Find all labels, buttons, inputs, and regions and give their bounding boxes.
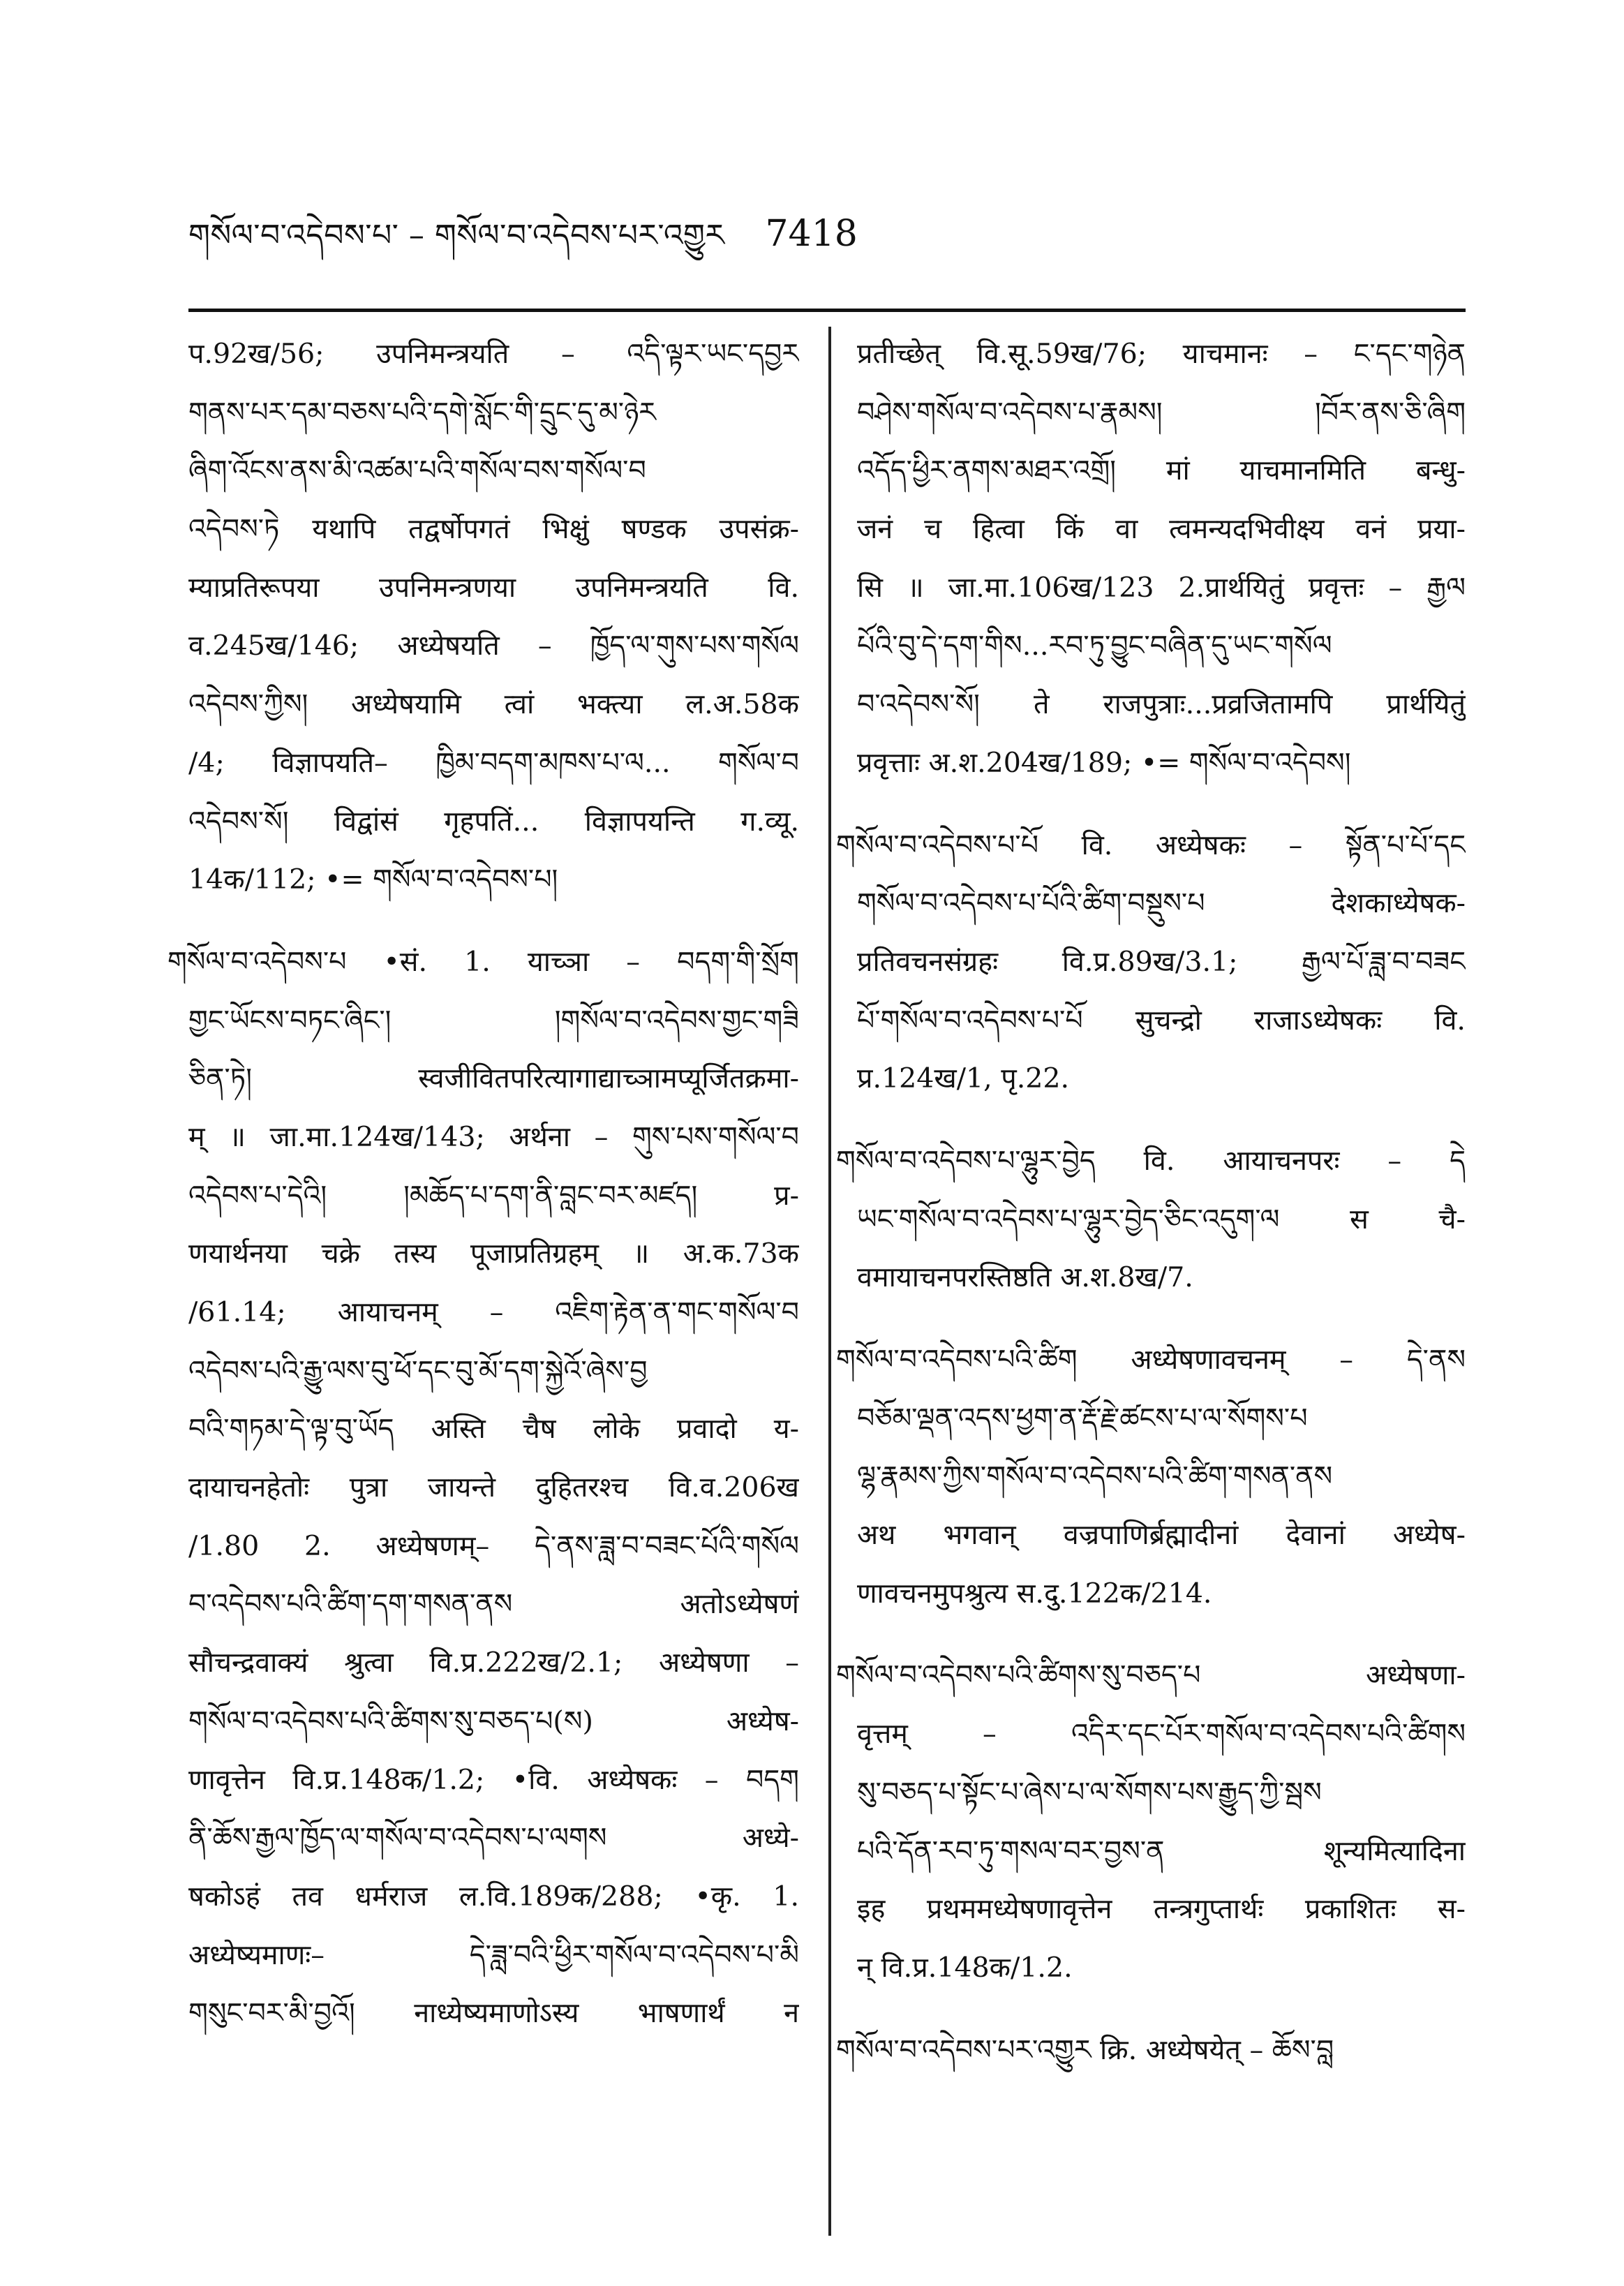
text-line: བ་འདེབས་པའི་ཚིག་དག་གསན་ནས अतोऽध्येषणं [188,1588,799,1621]
text-line: /4; विज्ञापयति– ཁྱིམ་བདག་མཁས་པ་ལ... གསོལ་བ [188,746,799,779]
text-line: वृत्तम् – འདིར་དང་པོར་གསོལ་བ་འདེབས་པའི་ཚིགས [857,1718,1466,1751]
header-rule [188,309,1466,312]
text-line: ཡང་གསོལ་བ་འདེབས་པ་ལྷུར་བྱེད་ཅིང་འདུག་ལ स चै- [857,1203,1466,1235]
text-line: वमायाचनपरस्तिष्ठति अ.श.8ख/7. [857,1261,1193,1294]
text-line: འདེབས་ཀྱིས། अध्येषयामि त्वां भक्त्या ल.अ.58क [188,688,799,721]
text-line: ཞིག་འོངས་ནས་མི་འཚམ་པའི་གསོལ་བས་གསོལ་བ [188,454,646,487]
text-line: པའི་དོན་རབ་ཏུ་གསལ་བར་བྱས་ན शून्यमित्यादिना [857,1834,1466,1867]
text-line: अध्येष्यमाणः– དེ་ཟླ་བའི་ཕྱིར་གསོལ་བ་འདེབས་པ་མི [188,1938,799,1971]
text-line: བཅོམ་ལྡན་འདས་ཕྱག་ན་རྡོ་རྗེ་ཚངས་པ་ལ་སོགས་པ [857,1402,1308,1434]
running-head-title: གསོལ་བ་འདེབས་པ་ – གསོལ་བ་འདེབས་པར་འགྱུར [188,218,725,253]
text-line: གནས་པར་དམ་བཅས་པའི་དགེ་སློང་གི་དྲུང་དུ་མ་ཉེར [188,396,656,429]
text-line: न् वि.प्र.148क/1.2. [857,1951,1073,1984]
text-line: 14क/112; •= གསོལ་བ་འདེབས་པ། [188,863,558,896]
entry-headword-line: གསོལ་བ་འདེབས་པ་ལྷུར་བྱེད वि. आयाचनपरः – དེ [836,1144,1466,1177]
text-line: འདོད་ཕྱིར་ནགས་མཐར་འགྲོ། मां याचमानमिति बन्धु- [857,454,1466,487]
text-line: णावृत्तेन वि.प्र.148क/1.2; •वि. अध्येषकः – བདག [188,1763,799,1796]
text-line: འདེབས་སོ། विद्वांसं गृहपतिं... विज्ञापयन्ति ग.व्यू. [188,805,799,838]
text-line: སུ་བཅད་པ་སྟོང་པ་ཞེས་པ་ལ་སོགས་པས་རྒྱུད་ཀྱི་སྦས [857,1776,1322,1809]
text-line: व.245ख/146; अध्येषयति – ཁྱོད་ལ་གུས་པས་གསོལ [188,630,799,662]
text-line: གྱང་ཡོངས་བཏང་ཞིང་། །གསོལ་བ་འདེབས་གྱང་གཟི [188,1004,799,1037]
text-line: /61.14; आयाचनम् – འཇིག་རྟེན་ན་གང་གསོལ་བ [188,1296,799,1328]
text-line: གསོལ་བ་འདེབས་པ་པོའི་ཚིག་བསྡུས་པ देशकाध्येषक- [857,887,1466,920]
text-line: प्रतीच्छेत् वि.सू.59ख/76; याचमानः – ང་དང་གཉེན [857,338,1466,370]
left-column [167,325,799,2043]
text-line: सि ॥ जा.मा.106ख/123 2.प्रार्थयितुं प्रवृत्तः – རྒྱལ [857,571,1466,604]
text-line: འདེབས་ཏེ यथापि तद्वर्षोपगतं भिक्षुं षण्डक उपसंक्र- [188,513,799,546]
text-line: षकोऽहं तव धर्मराज ल.वि.189क/288; •कृ. 1. [188,1880,799,1913]
text-line: གསོལ་བ་འདེབས་པའི་ཚིགས་སུ་བཅད་པ(ས) अध्येष- [188,1705,799,1737]
page-number: 7418 [765,213,858,255]
text-line: सौचन्द्रवाक्यं श्रुत्वा वि.प्र.222ख/2.1; अध्येषणा – [188,1647,799,1679]
text-line: म्याप्रतिरूपया उपनिमन्त्रणया उपनिमन्त्रयति वि. [188,571,799,604]
text-line: दायाचनहेतोः पुत्रा जायन्ते दुहितरश्च वि.व.206ख [188,1471,799,1504]
text-line: प्रतिवचनसंग्रहः वि.प्र.89ख/3.1; རྒྱལ་པོ་ཟླ་བ་བཟང [857,945,1466,978]
text-line: ལྷ་རྣམས་ཀྱིས་གསོལ་བ་འདེབས་པའི་ཚིག་གསན་ནས [857,1460,1333,1493]
text-line: अथ भगवान् वज्रपाणिर्ब्रह्मादीनां देवानां अध्येष- [857,1519,1466,1552]
text-line: འདེབས་པ་དེའི། །མཆོད་པ་དག་ནི་བླང་བར་མཛད། प्र- [188,1179,799,1212]
text-line: པོའི་བུ་དེ་དག་གིས...རབ་ཏུ་བྱུང་བཞིན་དུ་ཡང་གསོལ [857,630,1332,662]
entry-headword-line: གསོལ་བ་འདེབས་པར་འགྱུར क्रि. अध्येषयेत् – ཆོས་བླ [836,2033,1334,2066]
text-line: णावचनमुपश्रुत्य स.दु.122क/214. [857,1577,1212,1610]
text-line: प्र.124ख/1, पृ.22. [857,1062,1070,1095]
text-line: जनं च हित्वा किं वा त्वमन्यदभिवीक्ष्य वनं प्रया- [857,513,1466,546]
text-line: གསུང་བར་མི་བྱའོ། नाध्येष्यमाणोऽस्य भाषणार्थं न [188,1997,799,2030]
right-column [836,325,1466,2079]
text-line: ནི་ཆོས་རྒྱལ་ཁྱོད་ལ་གསོལ་བ་འདེབས་པ་ལགས अध्ये- [188,1822,799,1855]
entry-headword-line: གསོལ་བ་འདེབས་པའི་ཚིགས་སུ་བཅད་པ अध्येषणा- [836,1659,1466,1692]
text-line: प.92ख/56; उपनिमन्त्रयति – འདི་ལྟར་ཡང་དབྱར [188,338,799,370]
text-line: པོ་གསོལ་བ་འདེབས་པ་པོ सुचन्द्रो राजाऽध्येषकः वि. [857,1004,1466,1037]
text-line: ཅིན་ཏེ། स्वजीवितपरित्यागाद्याच्ञामप्यूर्जितक्रमा- [188,1062,799,1095]
text-line: इह प्रथममध्येषणावृत्तेन तन्त्रगुप्तार्थः प्रकाशितः स- [857,1893,1466,1926]
text-line: प्रवृत्ताः अ.श.204ख/189; •= གསོལ་བ་འདེབས། [857,746,1351,779]
entry-headword-line: གསོལ་བ་འདེབས་པ་པོ वि. अध्येषकः – སྟོན་པ་པོ་དང [836,829,1466,861]
running-header [188,201,872,257]
entry-headword-line: གསོལ་བ་འདེབས་པ •सं. 1. याच्ञा – བདག་གི་སྲོག [167,945,799,978]
text-line: म् ॥ जा.मा.124ख/143; अर्थना – གུས་པས་གསོལ་བ [188,1120,799,1153]
text-line: བཤེས་གསོལ་བ་འདེབས་པ་རྣམས། །བོར་ནས་ཅི་ཞིག [857,396,1466,429]
entry-headword-line: གསོལ་བ་འདེབས་པའི་ཚིག अध्येषणावचनम् – དེ་ནས [836,1344,1466,1376]
text-line: णयार्थनया चक्रे तस्य पूजाप्रतिग्रहम् ॥ अ.क.73क [188,1238,799,1270]
text-line: འདེབས་པའི་རྒྱུ་ལས་བུ་ཕོ་དང་བུ་མོ་དག་སྐྱེའོ་ཞེས་བྱ [188,1354,648,1387]
text-line: /1.80 2. अध्येषणम्– དེ་ནས་ཟླ་བ་བཟང་པོའི་གསོལ [188,1529,799,1562]
column-divider [828,327,831,2236]
text-line: བའི་གཏམ་དེ་ལྟ་བུ་ཡོད अस्ति चैष लोके प्रवादो य- [188,1413,799,1446]
text-line: བ་འདེབས་སོ། ते राजपुत्राः...प्रव्रजितामपि प्रार्थयितुं [857,688,1466,721]
